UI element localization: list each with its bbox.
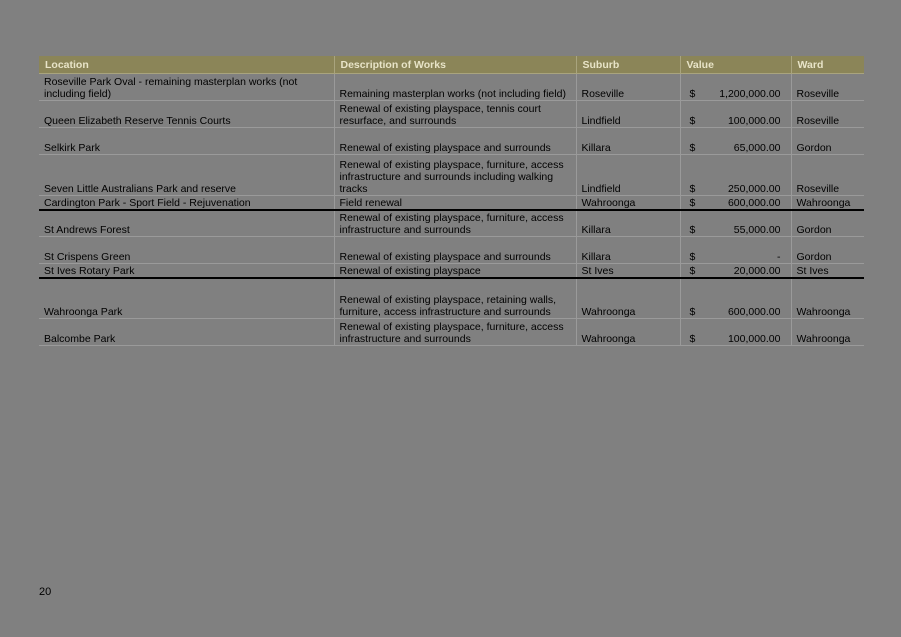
currency-symbol: $ xyxy=(689,196,696,209)
page-number: 20 xyxy=(39,586,52,598)
cell-description: Remaining masterplan works (not including field) xyxy=(334,74,576,101)
cell-description: Renewal of existing playspace, furniture, access infrastructure and surrounds xyxy=(334,210,576,237)
cell-ward: St Ives xyxy=(791,264,864,278)
cell-suburb: Killara xyxy=(576,210,680,237)
table-row xyxy=(39,278,864,319)
cell-value xyxy=(680,210,791,237)
value-amount: 250,000.00 xyxy=(727,183,781,195)
header-description: Description of Works xyxy=(334,56,576,74)
table-row xyxy=(39,210,864,237)
table-row xyxy=(39,101,864,128)
currency-symbol: $ xyxy=(689,251,696,263)
cell-description: Renewal of existing playspace, furniture, access infrastructure and surrounds including walking tracks xyxy=(334,155,576,196)
currency-symbol: $ xyxy=(689,183,696,195)
value-amount: 65,000.00 xyxy=(733,142,781,154)
cell-value xyxy=(680,196,791,210)
cell-suburb: Wahroonga xyxy=(576,278,680,319)
cell-ward: Gordon xyxy=(791,237,864,264)
table-header-row xyxy=(39,56,864,74)
table-row xyxy=(39,128,864,155)
table-row xyxy=(39,264,864,278)
cell-value xyxy=(680,278,791,319)
value-amount: 600,000.00 xyxy=(727,196,781,209)
table-row xyxy=(39,237,864,264)
cell-value xyxy=(680,74,791,101)
cell-ward: Roseville xyxy=(791,74,864,101)
cell-value xyxy=(680,128,791,155)
header-value: Value xyxy=(680,56,791,74)
works-table xyxy=(39,56,864,346)
cell-location: Roseville Park Oval - remaining masterplan works (not including field) xyxy=(39,74,334,101)
cell-description: Renewal of existing playspace, tennis court resurface, and surrounds xyxy=(334,101,576,128)
cell-location: Cardington Park - Sport Field - Rejuvenation xyxy=(39,196,334,210)
table-row xyxy=(39,196,864,210)
cell-location: Queen Elizabeth Reserve Tennis Courts xyxy=(39,101,334,128)
header-ward: Ward xyxy=(791,56,864,74)
cell-location: St Andrews Forest xyxy=(39,210,334,237)
cell-description: Renewal of existing playspace, retaining walls, furniture, access infrastructure and surrounds xyxy=(334,278,576,319)
cell-ward: Gordon xyxy=(791,128,864,155)
cell-location: Balcombe Park xyxy=(39,319,334,346)
table-row xyxy=(39,155,864,196)
cell-suburb: Killara xyxy=(576,237,680,264)
cell-value xyxy=(680,319,791,346)
currency-symbol: $ xyxy=(689,88,696,100)
currency-symbol: $ xyxy=(689,264,696,277)
value-amount: 100,000.00 xyxy=(727,115,781,127)
currency-symbol: $ xyxy=(689,115,696,127)
cell-location: Selkirk Park xyxy=(39,128,334,155)
cell-ward: Roseville xyxy=(791,155,864,196)
cell-description: Renewal of existing playspace and surrounds xyxy=(334,237,576,264)
cell-value xyxy=(680,155,791,196)
value-amount: 600,000.00 xyxy=(727,306,781,318)
cell-description: Field renewal xyxy=(334,196,576,210)
cell-suburb: Wahroonga xyxy=(576,196,680,210)
currency-symbol: $ xyxy=(689,142,696,154)
cell-suburb: Wahroonga xyxy=(576,319,680,346)
cell-location: St Crispens Green xyxy=(39,237,334,264)
header-suburb: Suburb xyxy=(576,56,680,74)
value-amount: 55,000.00 xyxy=(733,224,781,236)
cell-ward: Wahroonga xyxy=(791,319,864,346)
value-amount: 20,000.00 xyxy=(733,264,781,277)
header-location: Location xyxy=(39,56,334,74)
currency-symbol: $ xyxy=(689,333,696,345)
cell-suburb: St Ives xyxy=(576,264,680,278)
cell-description: Renewal of existing playspace xyxy=(334,264,576,278)
cell-value xyxy=(680,264,791,278)
cell-ward: Wahroonga xyxy=(791,278,864,319)
cell-ward: Wahroonga xyxy=(791,196,864,210)
value-amount: 100,000.00 xyxy=(727,333,781,345)
cell-suburb: Lindfield xyxy=(576,101,680,128)
value-amount: 1,200,000.00 xyxy=(719,88,781,100)
table-row xyxy=(39,74,864,101)
cell-value xyxy=(680,237,791,264)
cell-description: Renewal of existing playspace, furniture, access infrastructure and surrounds xyxy=(334,319,576,346)
cell-suburb: Killara xyxy=(576,128,680,155)
cell-ward: Roseville xyxy=(791,101,864,128)
table-row xyxy=(39,319,864,346)
cell-suburb: Lindfield xyxy=(576,155,680,196)
cell-suburb: Roseville xyxy=(576,74,680,101)
currency-symbol: $ xyxy=(689,224,696,236)
currency-symbol: $ xyxy=(689,306,696,318)
cell-location: St Ives Rotary Park xyxy=(39,264,334,278)
cell-value xyxy=(680,101,791,128)
value-amount: - xyxy=(777,251,781,263)
cell-description: Renewal of existing playspace and surrounds xyxy=(334,128,576,155)
cell-location: Seven Little Australians Park and reserve xyxy=(39,155,334,196)
cell-ward: Gordon xyxy=(791,210,864,237)
cell-location: Wahroonga Park xyxy=(39,278,334,319)
